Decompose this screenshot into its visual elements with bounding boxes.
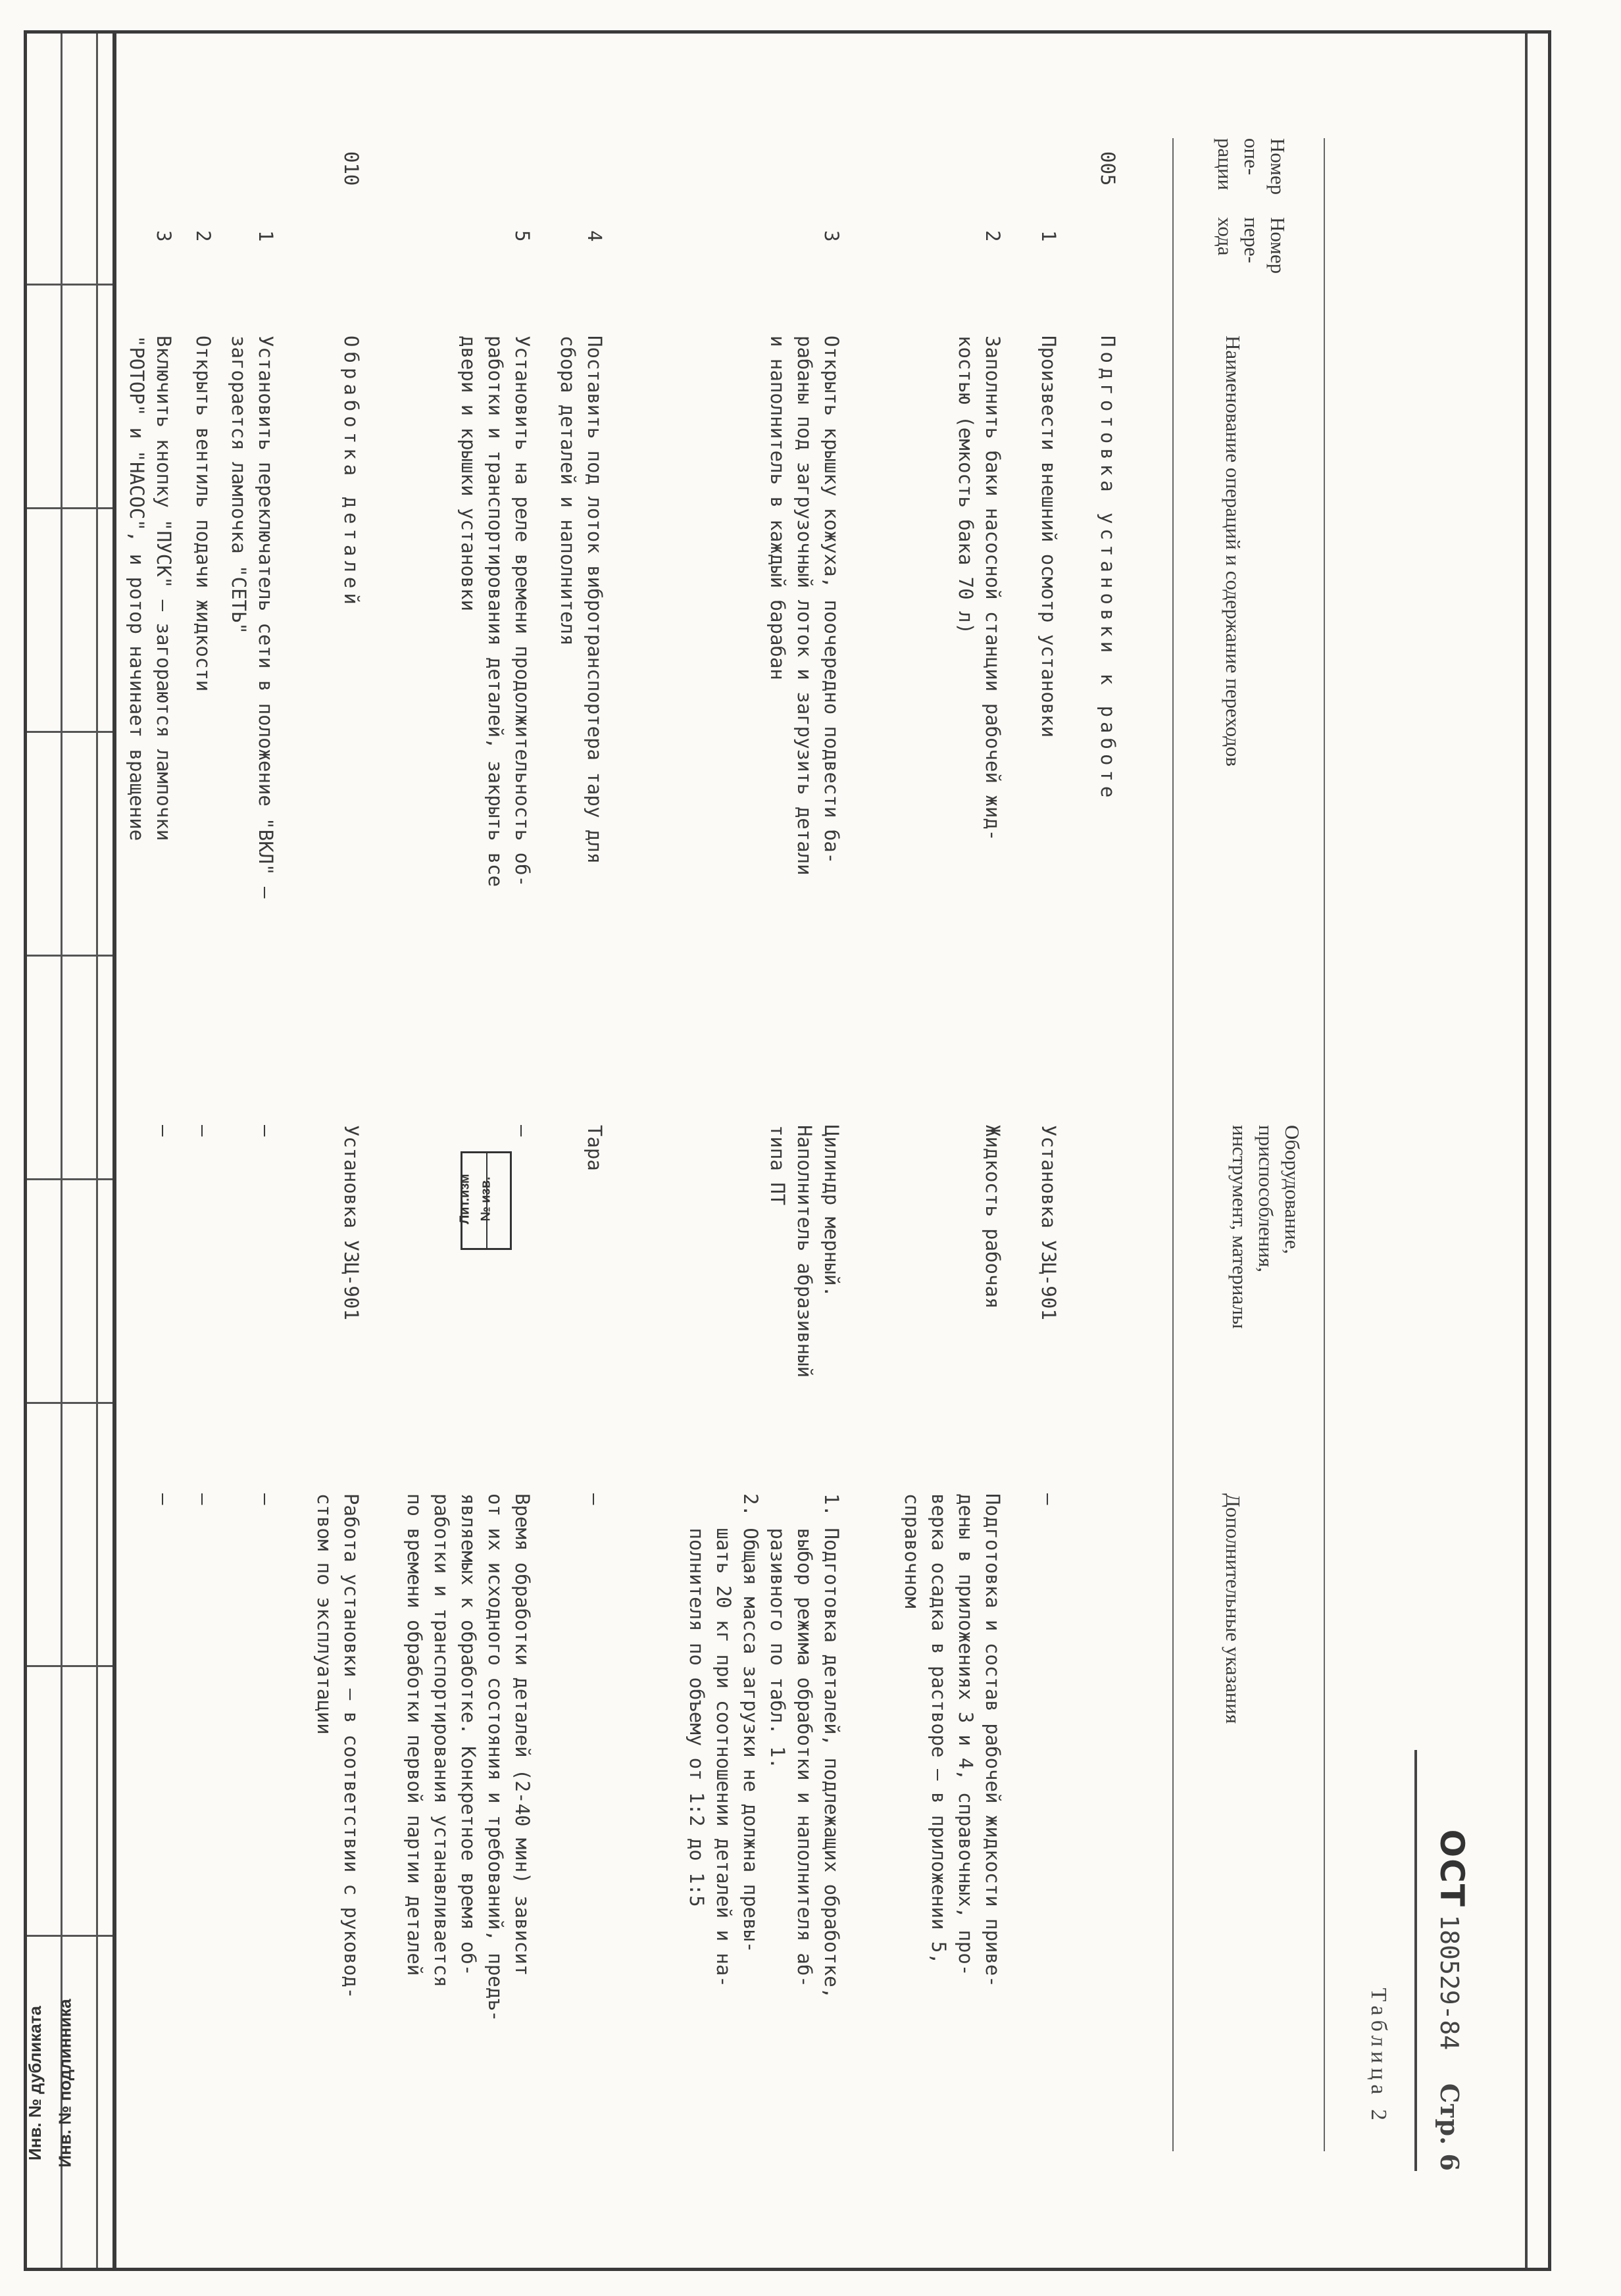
row-operation: Открыть вентиль подачи жидкости bbox=[192, 336, 214, 692]
binding-rule bbox=[1525, 34, 1528, 2268]
row-notes: Подготовка и состав рабочей жидкости приве- дены в приложениях 3 и 4, справочных, про- верка осадка в растворе – в приложении 5, справочном bbox=[901, 1493, 1004, 1987]
row-operation: Заполнить баки насосной станции рабочей жид- костью (емкость бака 70 л) bbox=[955, 336, 1004, 841]
row-operation: Включить кнопку "ПУСК" – загораются лампочки "РОТОР" и "НАСОС", и ротор начинает вращение bbox=[126, 336, 175, 841]
row-equipment: – bbox=[192, 1125, 214, 1137]
header-step-no: Номер пере-хода bbox=[1214, 217, 1289, 274]
side-stamp-divider bbox=[27, 955, 112, 957]
row-operation: Установить на реле времени продолжительность об- работки и транспортирования деталей, закрыть все двери и крышки установки bbox=[457, 336, 534, 887]
row-operation: Открыть крышку кожуха, поочередно подвести ба- рабаны под загрузочный лоток и загрузить детали и наполнитель в каждый барабан bbox=[766, 336, 843, 876]
header-operation: Наименование операций и содержание переходов bbox=[1222, 336, 1245, 767]
row-equipment: – bbox=[255, 1125, 277, 1137]
row-step-no: 1 bbox=[1037, 230, 1060, 242]
table-header-rule bbox=[1172, 138, 1174, 2151]
row-notes: – bbox=[584, 1493, 606, 1505]
row-step-no: 4 bbox=[584, 230, 606, 242]
standard-number: 180529-84 bbox=[1435, 1914, 1464, 2051]
row-step-no: 3 bbox=[153, 230, 175, 242]
row-equipment: Установка УЗЦ-901 bbox=[340, 1125, 362, 1320]
side-stamp-divider bbox=[27, 284, 112, 286]
header-op-no: Номер опе-рации bbox=[1214, 138, 1289, 195]
row-operation-heading: Обработка деталей bbox=[340, 336, 362, 609]
header-notes: Дополнительные указания bbox=[1222, 1493, 1245, 1724]
row-equipment: Цилиндр мерный. Наполнитель абразивный типа ПТ bbox=[766, 1125, 843, 1378]
row-operation: Произвести внешний осмотр установки bbox=[1037, 336, 1060, 738]
rotated-table-page bbox=[126, 79, 1483, 2197]
row-op-no: 010 bbox=[340, 151, 362, 186]
table-top-rule bbox=[1324, 138, 1325, 2151]
row-step-no: 5 bbox=[511, 230, 534, 242]
ost-label: ОСТ bbox=[1433, 1829, 1471, 1908]
row-notes: – bbox=[153, 1493, 175, 1505]
header-equipment: Оборудование, приспособления, инструмент, материалы bbox=[1228, 1125, 1304, 1329]
row-notes: – bbox=[1037, 1493, 1060, 1505]
side-stamp-divider bbox=[27, 507, 112, 509]
row-equipment: – bbox=[153, 1125, 175, 1137]
inv-duplicate-label: Инв. № дубликата bbox=[24, 2006, 45, 2160]
row-equipment: Установка УЗЦ-901 bbox=[1037, 1125, 1060, 1320]
side-stamp-divider bbox=[27, 1178, 112, 1180]
stamp-underline bbox=[1414, 1750, 1417, 2171]
side-stamp-col-1 bbox=[24, 34, 62, 2268]
side-stamp-divider bbox=[27, 1935, 112, 1937]
row-operation: Установить переключатель сети в положение "ВКЛ" – загорается лампочка "СЕТЬ" bbox=[228, 336, 277, 899]
row-equipment: Тара bbox=[584, 1125, 606, 1171]
side-stamp-divider bbox=[27, 1402, 112, 1404]
side-stamp-strip bbox=[24, 34, 116, 2268]
row-equipment: Жидкость рабочая bbox=[982, 1125, 1004, 1309]
side-stamp-divider bbox=[27, 731, 112, 733]
row-op-no: 005 bbox=[1097, 151, 1119, 186]
row-notes: 1. Подготовка деталей, подлежащих обработке, выбор режима обработки и наполнителя аб- разивного по табл. 1. 2. Общая масса загрузки не должна превы- шать 20 кг при соотношении деталей и на- полнителя по объему от 1:2 до 1:5 bbox=[686, 1493, 843, 1999]
row-step-no: 2 bbox=[192, 230, 214, 242]
row-step-no: 3 bbox=[820, 230, 843, 242]
row-notes: – bbox=[255, 1493, 277, 1505]
page-number: Стр. 6 bbox=[1435, 2083, 1464, 2171]
row-notes: – bbox=[192, 1493, 214, 1505]
inv-original-label: Инв. № подлинника bbox=[55, 1999, 75, 2168]
side-stamp-col-2 bbox=[62, 34, 98, 2268]
lit-izm-label: Лит.изм bbox=[457, 1174, 472, 1224]
document-stamp bbox=[1425, 1830, 1471, 2171]
row-notes: Время обработки деталей (2-40 мин) зависит от их исходного состояния и требований, предъ- являемых к обработке. Конкретное время об- работки и транспортирования устанавливается по времени обработки первой партии деталей bbox=[403, 1493, 534, 2022]
row-operation: Поставить под лоток вибротранспортера тару для сбора деталей и наполнителя bbox=[557, 336, 606, 864]
no-izv-label: № изв. bbox=[478, 1176, 493, 1222]
row-equipment: – bbox=[511, 1125, 534, 1137]
side-stamp-divider bbox=[27, 1665, 112, 1667]
table-caption: Таблица 2 bbox=[1366, 1987, 1391, 2125]
row-step-no: 1 bbox=[255, 230, 277, 242]
row-step-no: 2 bbox=[982, 230, 1004, 242]
row-operation-heading: Подготовка установки к работе bbox=[1097, 336, 1119, 803]
row-notes: Работа установки – в соответствии с руковод- ством по эксплуатации bbox=[313, 1493, 362, 1999]
